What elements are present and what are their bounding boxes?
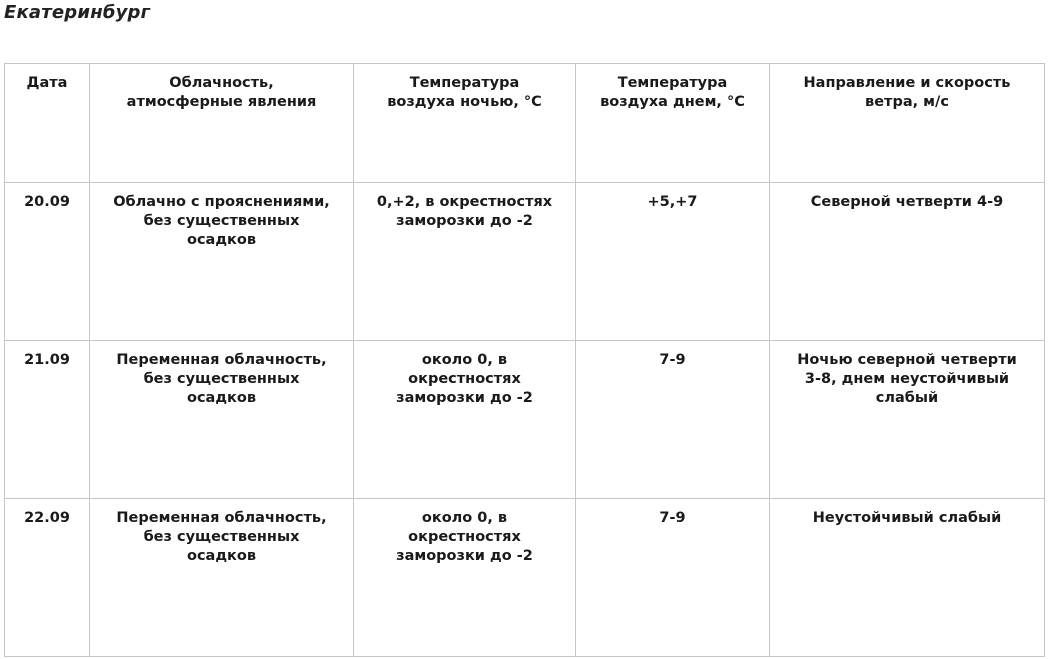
cell-wind: Северной четверти 4-9 xyxy=(770,183,1045,341)
cell-clouds: Переменная облачность, без существенных осадков xyxy=(90,499,354,657)
cell-night-temp: около 0, в окрестностях заморозки до -2 xyxy=(354,499,576,657)
header-night-temp: Температура воздуха ночью, °С xyxy=(354,64,576,183)
header-wind: Направление и скорость ветра, м/с xyxy=(770,64,1045,183)
cell-day-temp: 7-9 xyxy=(576,499,770,657)
table-row xyxy=(5,183,1045,341)
table-row xyxy=(5,499,1045,657)
forecast-table xyxy=(4,63,1045,657)
cell-wind: Ночью северной четверти 3-8, днем неустойчивый слабый xyxy=(770,341,1045,499)
city-title: Екатеринбург xyxy=(4,2,151,23)
header-clouds: Облачность, атмосферные явления xyxy=(90,64,354,183)
header-day-temp: Температура воздуха днем, °С xyxy=(576,64,770,183)
cell-clouds: Переменная облачность, без существенных осадков xyxy=(90,341,354,499)
cell-wind: Неустойчивый слабый xyxy=(770,499,1045,657)
table-header-row xyxy=(5,64,1045,183)
cell-day-temp: +5,+7 xyxy=(576,183,770,341)
table-row xyxy=(5,341,1045,499)
cell-day-temp: 7-9 xyxy=(576,341,770,499)
cell-night-temp: 0,+2, в окрестностях заморозки до -2 xyxy=(354,183,576,341)
cell-date: 22.09 xyxy=(5,499,90,657)
header-date: Дата xyxy=(5,64,90,183)
cell-clouds: Облачно с прояснениями, без существенных осадков xyxy=(90,183,354,341)
cell-date: 21.09 xyxy=(5,341,90,499)
cell-night-temp: около 0, в окрестностях заморозки до -2 xyxy=(354,341,576,499)
cell-date: 20.09 xyxy=(5,183,90,341)
